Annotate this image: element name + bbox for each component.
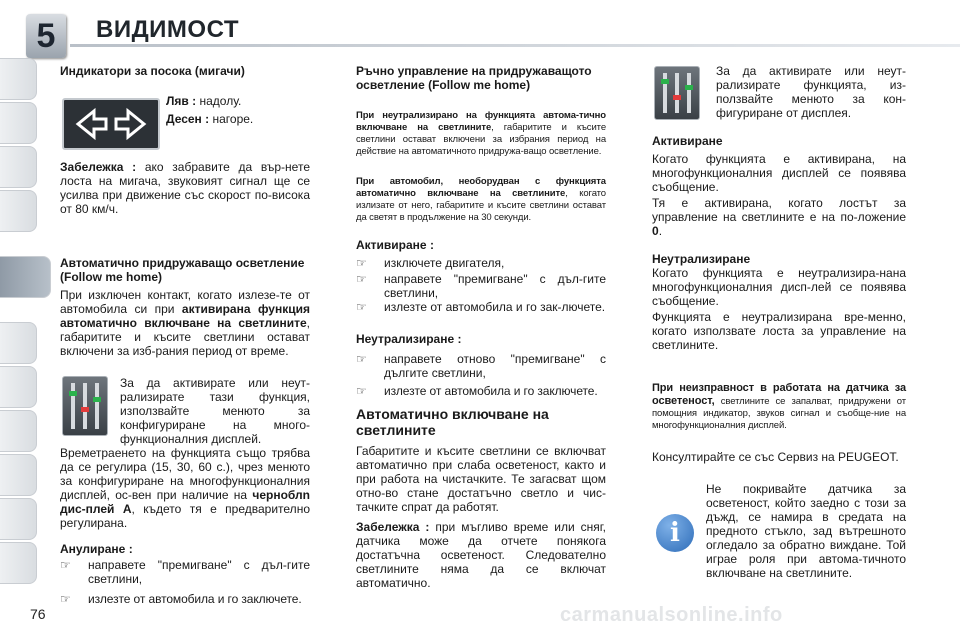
right-label: Десен : — [166, 112, 210, 126]
neutral-heading: Неутрализиране : — [356, 332, 462, 346]
activation-item-text: направете "премигване" с дъл-гите светлини, — [384, 272, 606, 300]
col3-activation-p2 — [652, 196, 906, 238]
fault-text: светлините се запалват, придружени от помощния индикатор, звуков сигнал и съобще-ние на многофункционалния дисплей. — [652, 396, 906, 431]
activation-item-text: излезте от автомобила и го зак-лючете. — [384, 300, 606, 314]
note-paragraph — [60, 160, 310, 216]
neutral-item-text: излезте от автомобила и го заключете. — [384, 384, 598, 398]
activation-item — [356, 300, 606, 314]
fmh-paragraph — [60, 288, 310, 358]
activation-p2-end: . — [658, 224, 663, 238]
duration-text-bold: черноблn дис-плей А — [60, 488, 310, 516]
activation-item — [356, 272, 606, 300]
col3-neutral-p1: Когато функцията е неутрализира-нана многофункционалния дисп-лей се появява съобщение. — [652, 266, 906, 308]
neutral-item — [356, 384, 606, 398]
info-icon: i — [656, 514, 694, 552]
auto-heading: Автоматично включване на светлините — [356, 406, 549, 438]
manual-text-1: , габаритите и късите светлини остават включени за избрания период на действие на автоматичното придружа-ващо осветление. — [356, 122, 606, 157]
consult-paragraph: Консултирайте се със Сервиз на PEUGEOT. — [652, 450, 899, 464]
col3-activation-p1: Когато функцията е активирана, на многофункционалния дисплей се появява съобщение. — [652, 152, 906, 194]
hand-pointer-icon: ☞ — [356, 384, 367, 398]
auto-note-paragraph — [356, 520, 606, 590]
cancel-item-text: направете "премигване" с дъл-гите светлини, — [88, 558, 310, 586]
note-text: ако забравите да вър-нете лоста на мигача, звуковият сигнал ще се усилва при движение със скорост по-висока от 80 км/ч. — [60, 160, 310, 216]
manual-text-bold-2: При автомобил, необорудван с функцията автоматично включване на светлините — [356, 176, 606, 199]
fmh-text-a: При изключен контакт, когато излезе-те от автомобила си при — [60, 288, 310, 316]
manual-text-2: , когато излизате от него, габаритите и късите светлини остават да светят в продължение на 30 секунди. — [356, 188, 606, 223]
chapter-badge: 5 — [26, 14, 66, 58]
duration-text-a: Времетраенето на функцията също трябва да се регулира (15, 30, 60 с.), чрез менюто за конфигуриране на многофункционалния дисплей, ос-вен при наличие на — [60, 446, 310, 502]
left-signal-line — [166, 94, 306, 108]
chapter-tab-4[interactable] — [0, 190, 37, 232]
hand-pointer-icon: ☞ — [356, 272, 367, 286]
fmh-text-bold: активирана функция автоматично включване на светлините — [60, 302, 310, 330]
indicators-heading: Индикатори за посока (мигачи) — [60, 64, 245, 78]
header-rule — [70, 44, 960, 47]
fault-label: При неизправност в работата на датчика за осветеност, — [652, 382, 906, 407]
activation-p2-text: Тя е активирана, когато лостът за управление на светлините е на по-ложение — [652, 196, 906, 224]
hand-pointer-icon: ☞ — [356, 300, 367, 314]
chapter-tab-1[interactable] — [0, 58, 37, 100]
cancel-heading: Анулиране : — [60, 542, 133, 556]
left-label: Ляв : — [166, 94, 197, 108]
page-number: 76 — [30, 606, 46, 622]
col3-neutral-p2: Функцията е неутрализирана вре-менно, когато използвате лоста за управление на светлините. — [652, 310, 906, 352]
chapter-tab-7[interactable] — [0, 366, 37, 408]
fmh-heading: Автоматично придружаващо осветление (Follow me home) — [60, 256, 305, 284]
position-zero: 0 — [652, 224, 659, 238]
left-text: надолу. — [196, 94, 242, 108]
hand-pointer-icon: ☞ — [60, 558, 71, 572]
fmh-text-c: , габаритите и късите светлини остават включени за изб-рания период от време. — [60, 316, 310, 358]
chapter-tab-9[interactable] — [0, 454, 37, 496]
chapter-tab-10[interactable] — [0, 498, 37, 540]
watermark: carmanualsonline.info — [560, 604, 783, 626]
right-text: нагоре. — [209, 112, 254, 126]
activation-heading: Активиране : — [356, 238, 434, 252]
chapter-tab-6[interactable] — [0, 322, 37, 364]
chapter-tab-2[interactable] — [0, 102, 37, 144]
cancel-item — [60, 592, 310, 606]
turn-signal-icon — [62, 98, 160, 150]
manual-heading: Ръчно управление на придружаващото осветление (Follow me home) — [356, 64, 592, 92]
auto-note-text: при мъгливо време или сняг, датчика може да отчете понякога достатъчна осветеност. Следователно светлините няма да се включат автоматично. — [356, 520, 606, 590]
config-paragraph: За да активирате или неут-рализирате тази функция, използвайте менюто за конфигуриране на много-функционалния дисплей. — [120, 376, 310, 446]
chapter-tab-3[interactable] — [0, 146, 37, 188]
chapter-tab-11[interactable] — [0, 542, 37, 584]
note-label: Забележка : — [60, 160, 137, 174]
auto-note-label: Забележка : — [356, 520, 430, 534]
chapter-title: ВИДИМОСТ — [96, 16, 239, 43]
info-paragraph: Не покривайте датчика за осветеност, който заедно с този за дъжд, се намира в средата на предното стъкло, зад вътрешното огледало за обратно виждане. Той играе роля при автома-тичното включване на светлините. — [706, 482, 906, 580]
activation-item — [356, 256, 606, 270]
chapter-tab-8[interactable] — [0, 410, 37, 452]
manual-text-bold-1: При неутрализирано на функцията автома-тично включване на светлините — [356, 110, 606, 133]
col3-neutral-heading: Неутрализиране — [652, 252, 751, 266]
cancel-item — [60, 558, 310, 586]
neutral-item — [356, 352, 606, 380]
right-signal-line — [166, 112, 306, 126]
activation-item-text: изключете двигателя, — [384, 256, 505, 270]
hand-pointer-icon: ☞ — [356, 352, 367, 366]
manual-paragraph-2 — [356, 176, 606, 224]
manual-paragraph-1 — [356, 110, 606, 158]
hand-pointer-icon: ☞ — [356, 256, 367, 270]
fault-paragraph — [652, 382, 906, 432]
duration-paragraph — [60, 446, 310, 530]
hand-pointer-icon: ☞ — [60, 592, 71, 606]
auto-paragraph: Габаритите и късите светлини се включват автоматично при слаба осветеност, както и при работа на чистачките. Те загасват щом отно-во стане достатъчно светло и чис-тачките спрат да работят. — [356, 444, 606, 514]
config-menu-icon — [654, 66, 700, 120]
col3-activation-heading: Активиране — [652, 134, 723, 148]
cancel-item-text: излезте от автомобила и го заключете. — [88, 592, 302, 606]
config-menu-icon — [62, 376, 108, 436]
chapter-tab-5-active[interactable] — [0, 256, 51, 298]
arrows-icon — [64, 100, 158, 148]
neutral-item-text: направете отново "премигване" с дългите светлини, — [384, 352, 606, 380]
col3-config-paragraph: За да активирате или неут-рализирате функцията, из-ползвайте менюто за кон-фигуриране от дисплея. — [716, 64, 906, 120]
duration-text-c: , където тя е предварително регулирана. — [60, 502, 310, 530]
